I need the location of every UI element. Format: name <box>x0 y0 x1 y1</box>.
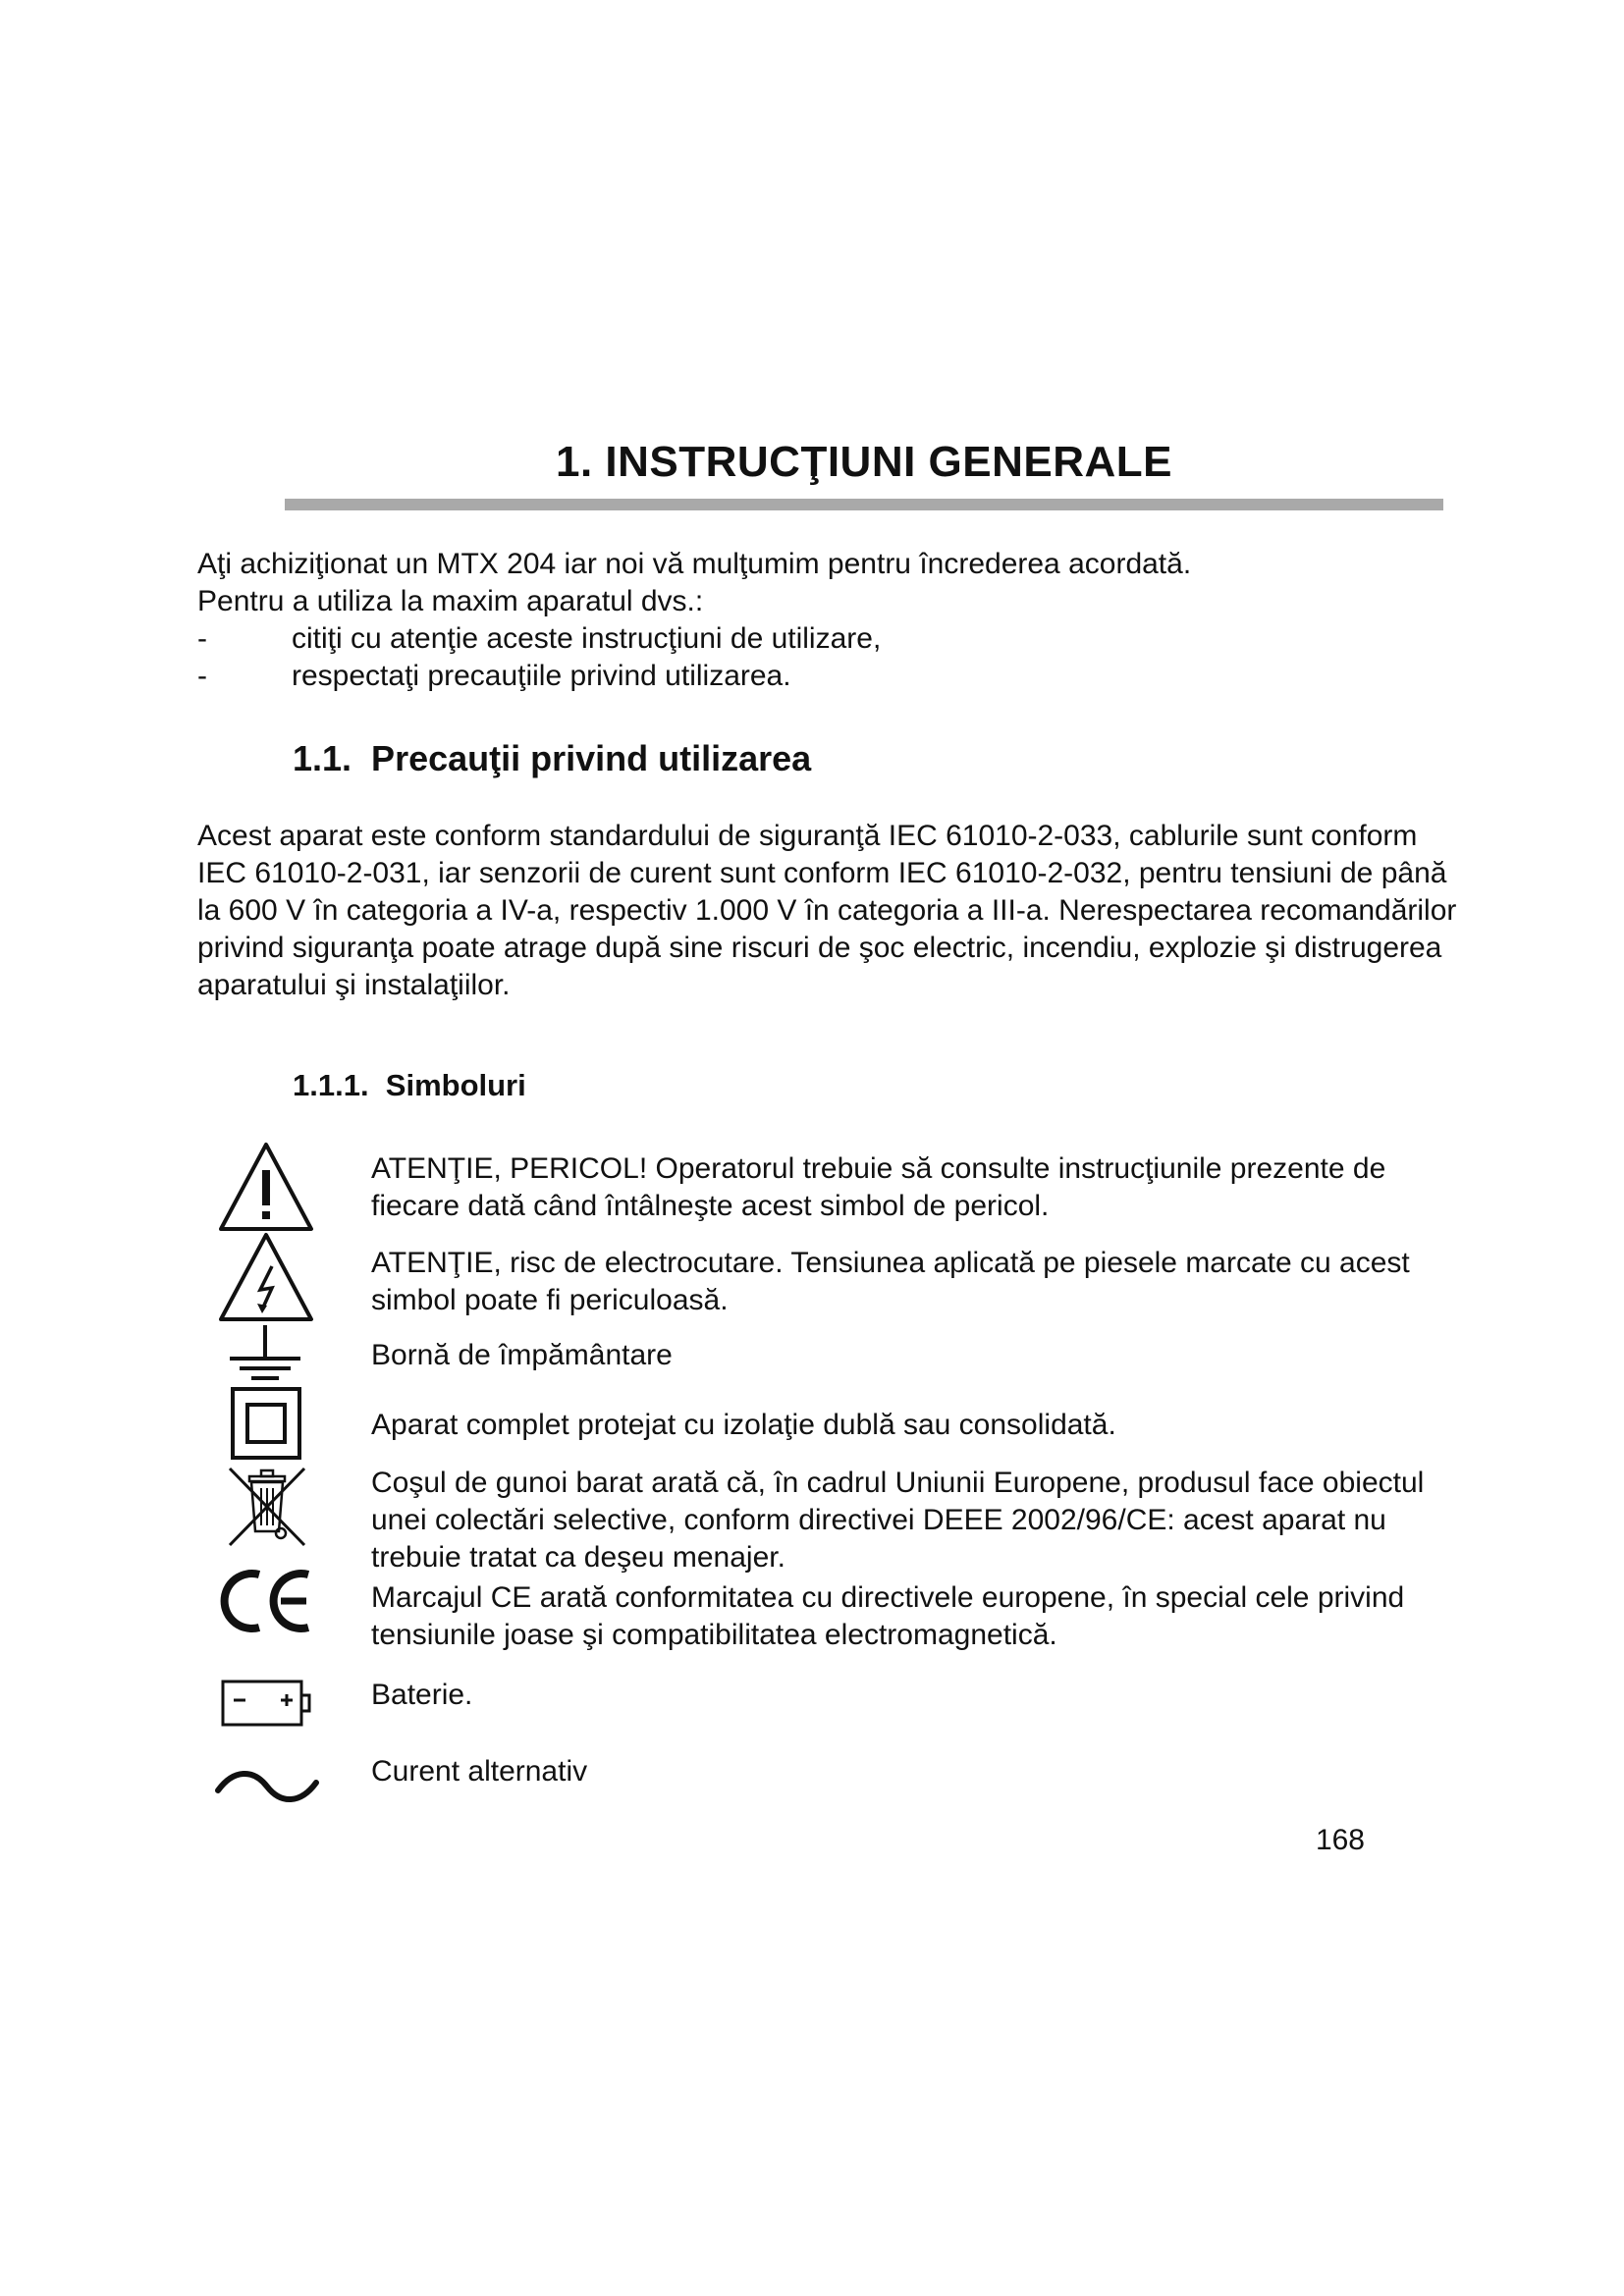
symbol-description: ATENŢIE, PERICOL! Operatorul trebuie să consulte instrucţiunile prezente de fiecare dată când întâlneşte acest simbol de pericol. <box>371 1152 1386 1222</box>
double-insulation-icon <box>230 1386 302 1461</box>
title-underline <box>285 499 1443 510</box>
bullet-text: respectaţi precauţiile privind utilizarea. <box>292 660 791 692</box>
electric-shock-icon <box>215 1231 317 1325</box>
intro-line-2: Pentru a utiliza la maxim aparatul dvs.: <box>197 585 704 617</box>
symbol-description: ATENŢIE, risc de electrocutare. Tensiunea aplicată pe piesele marcate cu acest simbol poate fi periculoasă. <box>371 1247 1410 1316</box>
bullet-dash: - <box>197 660 207 692</box>
symbol-description: Marcajul CE arată conformitatea cu directivele europene, în special cele privind tensiunile joase şi compatibilitatea electromagnetică. <box>371 1581 1405 1651</box>
intro-line-1: Aţi achiziţionat un MTX 204 iar noi vă mulţumim pentru încrederea acordată. <box>197 548 1192 580</box>
ce-mark-icon <box>216 1567 314 1635</box>
earth-ground-icon <box>226 1325 304 1386</box>
symbol-description: Bornă de împământare <box>371 1339 673 1371</box>
symbol-description: Aparat complet protejat cu izolaţie dublă sau consolidată. <box>371 1409 1116 1441</box>
section-paragraph: Acest aparat este conform standardului de siguranţă IEC 61010-2-033, cablurile sunt conform IEC 61010-2-031, iar senzorii de curent sunt conform IEC 61010-2-032, pentru tensiuni de până la 600 V în categoria a IV-a, respectiv 1.000 V în categoria a III-a. Nerespectarea recomandărilor privind siguranţa poate atrage după sine riscuri de şoc electric, incendiu, explozie şi distrugerea aparatului şi instalaţiilor. <box>197 820 1457 1001</box>
intro-text <box>197 546 1454 620</box>
symbol-description: Baterie. <box>371 1679 473 1711</box>
battery-icon <box>220 1679 312 1728</box>
page-number: 168 <box>1315 1824 1365 1856</box>
warning-triangle-icon <box>217 1141 315 1235</box>
symbol-description: Coşul de gunoi barat arată că, în cadrul Uniunii Europene, produsul face obiectul unei colectări selective, conform directivei DEEE 2002/96/CE: acest aparat nu trebuie tratat ca deşeu menajer. <box>371 1467 1425 1574</box>
section-heading: 1.1. Precauţii privind utilizarea <box>293 738 812 778</box>
bullet-text: citiţi cu atenţie aceste instrucţiuni de utilizare, <box>292 622 882 655</box>
subsection-heading: 1.1.1. Simboluri <box>293 1068 526 1102</box>
weee-bin-icon <box>224 1463 310 1551</box>
alternating-current-icon <box>214 1767 320 1808</box>
bullet-dash: - <box>197 622 207 655</box>
page-title: 1. INSTRUCŢIUNI GENERALE <box>555 438 1173 486</box>
symbol-description: Curent alternativ <box>371 1755 588 1788</box>
